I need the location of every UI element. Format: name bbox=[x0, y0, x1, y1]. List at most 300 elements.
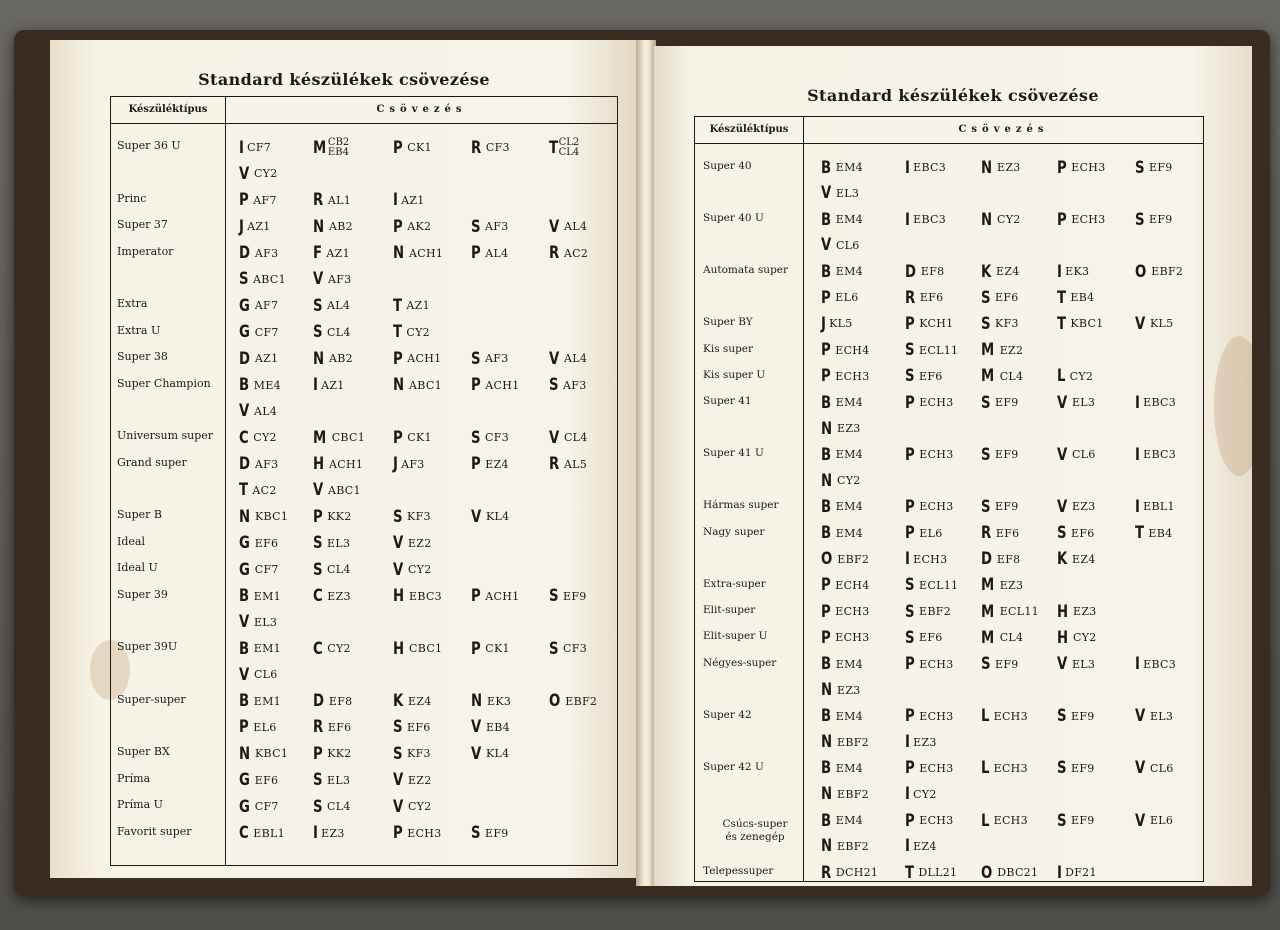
tube-entry bbox=[905, 261, 944, 282]
tube-type: EBF2 bbox=[915, 605, 951, 619]
device-type: Imperator bbox=[117, 244, 174, 258]
socket-letter: J bbox=[393, 454, 398, 474]
socket-letter: I bbox=[239, 137, 244, 158]
tube-entry bbox=[313, 559, 351, 580]
tube-entry bbox=[981, 313, 1019, 334]
tube-type: KL5 bbox=[825, 317, 853, 331]
tube-type: EF9 bbox=[481, 826, 509, 840]
tube-entry bbox=[313, 480, 361, 501]
socket-letter: T bbox=[393, 322, 403, 342]
tube-entry bbox=[239, 506, 288, 527]
tube-type: EF6 bbox=[991, 291, 1019, 304]
socket-letter: H bbox=[393, 638, 405, 659]
tube-entry bbox=[549, 454, 587, 475]
tube-type: CY2 bbox=[249, 431, 277, 444]
device-type: Super 40 U bbox=[703, 212, 764, 225]
device-type: Favorit super bbox=[117, 824, 192, 838]
tube-entry bbox=[821, 340, 870, 361]
socket-letter: O bbox=[981, 862, 993, 883]
socket-letter: S bbox=[471, 823, 481, 843]
tube-type: EL3 bbox=[1068, 396, 1096, 410]
tube-type: ECH3 bbox=[989, 761, 1028, 775]
device-type-line: Csúcs-super bbox=[722, 818, 788, 830]
tube-entry bbox=[393, 743, 431, 764]
socket-letter: B bbox=[821, 810, 832, 831]
tube-type: KL4 bbox=[482, 747, 510, 760]
tube-entry bbox=[1057, 209, 1106, 230]
tube-type: ECH3 bbox=[915, 657, 954, 671]
tube-type: EBC3 bbox=[1139, 657, 1177, 671]
tube-entry bbox=[981, 862, 1038, 883]
socket-letter: S bbox=[1057, 758, 1067, 779]
tube-entry bbox=[981, 523, 1019, 544]
tube-entry bbox=[239, 823, 285, 844]
socket-letter: S bbox=[1135, 157, 1145, 178]
tube-type: EZ3 bbox=[1068, 500, 1096, 514]
tube-type: KK2 bbox=[323, 510, 352, 523]
tube-entry bbox=[313, 216, 353, 237]
tube-entry bbox=[821, 680, 861, 701]
socket-letter: P bbox=[905, 758, 915, 779]
tube-type: EZ4 bbox=[404, 694, 432, 708]
socket-letter: V bbox=[393, 796, 404, 817]
socket-letter: G bbox=[239, 796, 250, 817]
socket-letter: S bbox=[981, 444, 991, 465]
tube-entry bbox=[821, 496, 863, 517]
tube-type: AF3 bbox=[251, 457, 279, 471]
tube-entry bbox=[313, 638, 351, 659]
tube-type: KL5 bbox=[1146, 317, 1174, 331]
tube-entry bbox=[239, 796, 279, 817]
tube-entry bbox=[471, 137, 510, 158]
tube-entry bbox=[905, 575, 958, 596]
tube-type: KF3 bbox=[403, 747, 431, 760]
socket-letter: B bbox=[821, 654, 832, 675]
tube-entry bbox=[821, 601, 870, 622]
tube-type: EF6 bbox=[916, 291, 944, 304]
tube-entry bbox=[821, 810, 863, 831]
socket-letter: P bbox=[821, 627, 831, 648]
tube-entry bbox=[239, 348, 278, 369]
socket-letter: S bbox=[981, 313, 991, 334]
tube-entry bbox=[239, 427, 277, 448]
tube-type: CY2 bbox=[1069, 631, 1097, 645]
tube-entry bbox=[239, 401, 277, 422]
tube-entry bbox=[239, 137, 271, 158]
tube-type: AL4 bbox=[560, 352, 588, 365]
tube-type: EF6 bbox=[915, 631, 943, 645]
tube-type: CL4 bbox=[995, 369, 1024, 383]
tube-entry bbox=[821, 758, 863, 779]
tube-entry bbox=[1057, 862, 1097, 883]
device-type: Super Champion bbox=[117, 376, 211, 390]
socket-letter: V bbox=[471, 506, 482, 527]
tube-type: CY2 bbox=[993, 213, 1021, 227]
socket-letter: V bbox=[471, 743, 482, 764]
tube-entry bbox=[313, 190, 351, 211]
tube-type: CBC1 bbox=[405, 642, 443, 655]
tube-type: CY2 bbox=[1065, 369, 1094, 383]
tube-table bbox=[694, 116, 1204, 882]
tube-entry bbox=[905, 366, 943, 387]
tube-type: EM4 bbox=[831, 709, 863, 723]
socket-letter: P bbox=[905, 444, 915, 465]
tube-entry bbox=[905, 209, 946, 230]
tube-entry bbox=[1057, 549, 1096, 570]
socket-letter: B bbox=[821, 758, 832, 779]
tube-entry bbox=[239, 243, 278, 264]
tube-type: ABC1 bbox=[249, 272, 286, 286]
socket-letter: B bbox=[239, 586, 250, 606]
device-type: Super 42 U bbox=[703, 760, 764, 773]
tube-type: KF3 bbox=[991, 317, 1019, 331]
socket-letter: N bbox=[821, 680, 833, 700]
socket-letter: V bbox=[549, 216, 560, 237]
tube-entry bbox=[239, 190, 277, 211]
tube-entry bbox=[471, 506, 509, 527]
socket-letter: P bbox=[1057, 209, 1067, 230]
tube-entry bbox=[821, 470, 861, 491]
tube-type: EZ3 bbox=[833, 422, 861, 435]
tube-type: EL3 bbox=[1146, 709, 1174, 723]
socket-letter: V bbox=[1057, 654, 1068, 675]
socket-letter: V bbox=[1135, 810, 1146, 831]
socket-letter: M bbox=[313, 137, 327, 158]
socket-letter: P bbox=[905, 523, 915, 544]
socket-letter: B bbox=[821, 157, 832, 178]
tube-type: EF6 bbox=[250, 536, 279, 550]
tube-entry bbox=[549, 638, 587, 659]
tube-entry bbox=[313, 743, 352, 764]
tube-entry bbox=[313, 269, 351, 290]
socket-letter: S bbox=[549, 586, 559, 606]
tube-type: CY2 bbox=[402, 325, 430, 339]
socket-letter: S bbox=[1057, 523, 1067, 544]
device-type: Hármas super bbox=[703, 499, 779, 512]
tube-entry bbox=[981, 340, 1023, 361]
tube-type: CF3 bbox=[481, 431, 509, 444]
tube-type: KBC1 bbox=[251, 510, 289, 523]
tube-entry bbox=[471, 823, 509, 844]
tube-type: AL4 bbox=[560, 220, 588, 233]
socket-letter: P bbox=[821, 366, 831, 387]
socket-letter: S bbox=[313, 533, 323, 553]
tube-entry bbox=[905, 836, 937, 857]
tube-type: AZ1 bbox=[397, 193, 425, 207]
socket-letter: N bbox=[821, 418, 833, 439]
socket-letter: S bbox=[905, 340, 915, 361]
tube-type: CF7 bbox=[250, 325, 279, 339]
tube-entry bbox=[471, 691, 511, 712]
tube-type: EF6 bbox=[403, 720, 431, 734]
tube-entry bbox=[821, 418, 861, 439]
tube-type: EF6 bbox=[915, 369, 943, 383]
tube-entry bbox=[1057, 287, 1094, 308]
tube-entry bbox=[905, 287, 943, 308]
tube-type: CL4 bbox=[323, 325, 351, 339]
tube-entry bbox=[981, 627, 1023, 648]
socket-letter: I bbox=[313, 823, 318, 843]
socket-letter: S bbox=[981, 496, 991, 517]
socket-letter: F bbox=[313, 243, 323, 263]
socket-letter: N bbox=[981, 157, 993, 178]
tube-entry bbox=[905, 340, 958, 361]
tube-type: EZ3 bbox=[323, 589, 351, 603]
tube-type: EM1 bbox=[249, 642, 281, 655]
socket-letter: I bbox=[905, 549, 910, 569]
socket-letter: I bbox=[905, 784, 910, 805]
tube-entry bbox=[1057, 157, 1106, 178]
socket-letter: N bbox=[393, 243, 405, 263]
tube-entry bbox=[981, 601, 1039, 622]
socket-letter: P bbox=[393, 348, 403, 369]
tube-type: EBF2 bbox=[561, 694, 598, 708]
socket-letter: G bbox=[239, 295, 250, 316]
socket-letter: H bbox=[313, 454, 325, 474]
tube-entry bbox=[821, 836, 869, 857]
socket-letter: P bbox=[471, 375, 481, 395]
socket-letter: K bbox=[393, 691, 404, 711]
tube-entry bbox=[821, 366, 870, 387]
socket-letter: P bbox=[393, 216, 403, 237]
socket-letter: B bbox=[239, 638, 250, 659]
tube-entry bbox=[239, 216, 271, 237]
tube-type: EBL1 bbox=[1139, 500, 1175, 514]
tube-type: AZ1 bbox=[317, 378, 345, 392]
tube-type: AF3 bbox=[559, 378, 587, 392]
tube-type: ECH3 bbox=[831, 631, 870, 645]
tube-type: ECH3 bbox=[1067, 213, 1106, 227]
tube-entry bbox=[313, 823, 345, 844]
socket-letter: N bbox=[313, 348, 325, 369]
tube-entry bbox=[313, 586, 351, 607]
device-type: Extra U bbox=[117, 323, 161, 337]
table-body bbox=[111, 123, 617, 865]
tube-entry bbox=[981, 496, 1019, 517]
tube-type: EF9 bbox=[559, 589, 587, 603]
tube-entry bbox=[981, 261, 1020, 282]
socket-letter: O bbox=[1135, 261, 1147, 282]
tube-entry bbox=[393, 454, 425, 475]
tube-type: AF3 bbox=[481, 352, 509, 365]
tube-entry bbox=[821, 523, 863, 544]
tube-type: EL6 bbox=[249, 720, 277, 734]
tube-type: AB2 bbox=[325, 220, 353, 233]
tube-type: ACH1 bbox=[481, 589, 520, 603]
header-type: Készüléktípus bbox=[111, 97, 226, 123]
device-type: Super BX bbox=[117, 745, 170, 758]
tube-entry bbox=[821, 862, 878, 883]
tube-type: EZ4 bbox=[909, 839, 937, 853]
tube-entry bbox=[821, 654, 863, 675]
socket-letter: I bbox=[1135, 496, 1140, 517]
tube-entry bbox=[981, 444, 1019, 465]
tube-entry bbox=[471, 638, 510, 659]
tube-type: EM4 bbox=[831, 396, 863, 410]
tube-type: CF3 bbox=[559, 642, 587, 655]
socket-letter: R bbox=[821, 862, 832, 883]
tube-type: EF6 bbox=[250, 773, 279, 787]
socket-letter: J bbox=[821, 313, 826, 334]
socket-letter: S bbox=[313, 322, 323, 342]
tube-type: EL6 bbox=[831, 291, 859, 304]
tube-entry bbox=[313, 137, 349, 158]
tube-type: CF7 bbox=[243, 141, 272, 154]
tube-type: ECH3 bbox=[1067, 161, 1106, 174]
tube-type: DLL21 bbox=[914, 866, 958, 880]
tube-type: EM4 bbox=[831, 814, 863, 827]
socket-letter: D bbox=[239, 243, 251, 263]
socket-letter: V bbox=[1135, 313, 1146, 334]
tube-type: CY2 bbox=[404, 563, 432, 576]
tube-type: KK2 bbox=[323, 747, 352, 760]
tube-entry bbox=[239, 295, 278, 316]
tube-entry bbox=[549, 586, 587, 607]
socket-letter: B bbox=[821, 496, 832, 517]
socket-letter: V bbox=[239, 163, 250, 184]
device-type: Kis super bbox=[703, 342, 754, 355]
socket-letter: P bbox=[1057, 157, 1067, 178]
page-title: Standard készülékek csövezése bbox=[807, 86, 1099, 105]
tube-entry bbox=[239, 638, 281, 659]
socket-letter: V bbox=[313, 269, 324, 289]
socket-letter: B bbox=[821, 261, 832, 282]
device-type: Universum super bbox=[117, 429, 214, 442]
socket-letter: D bbox=[239, 348, 251, 369]
tube-entry bbox=[981, 549, 1020, 570]
tube-entry bbox=[313, 533, 350, 554]
socket-letter: V bbox=[393, 770, 404, 790]
tube-entry bbox=[393, 770, 432, 791]
tube-entry bbox=[1135, 209, 1173, 230]
socket-letter: P bbox=[905, 392, 915, 413]
tube-type: ECH3 bbox=[403, 826, 442, 840]
tube-type: AK2 bbox=[403, 220, 432, 233]
tube-entry bbox=[239, 743, 288, 764]
socket-letter: S bbox=[905, 627, 915, 648]
socket-letter: R bbox=[905, 287, 916, 308]
tube-entry bbox=[1057, 496, 1096, 517]
tube-type: EL3 bbox=[1068, 657, 1096, 671]
tube-type: EF9 bbox=[991, 448, 1019, 462]
tube-type: ECH3 bbox=[915, 448, 954, 462]
tube-entry bbox=[1057, 627, 1097, 648]
tube-type: EF8 bbox=[325, 694, 353, 708]
tube-type: AB2 bbox=[325, 352, 353, 365]
socket-letter: J bbox=[239, 216, 244, 237]
socket-letter: S bbox=[313, 295, 323, 316]
tube-type: EF9 bbox=[991, 500, 1019, 514]
tube-entry bbox=[313, 375, 345, 396]
tube-entry bbox=[981, 810, 1028, 831]
device-type: Elit-super bbox=[703, 604, 756, 617]
tube-entry bbox=[471, 216, 509, 237]
socket-letter: T bbox=[1057, 287, 1067, 308]
tube-type: EM4 bbox=[831, 657, 863, 671]
socket-letter: T bbox=[239, 480, 249, 500]
tube-type: ECH3 bbox=[909, 552, 948, 566]
tube-type: EM4 bbox=[831, 213, 863, 227]
socket-letter: V bbox=[239, 612, 250, 632]
socket-letter: S bbox=[981, 392, 991, 413]
tube-entry bbox=[313, 770, 350, 791]
tube-type: AZ1 bbox=[243, 220, 271, 233]
tube-entry bbox=[1135, 313, 1173, 334]
socket-letter: N bbox=[393, 375, 405, 395]
socket-letter: I bbox=[905, 209, 910, 230]
socket-letter: I bbox=[905, 732, 910, 753]
socket-letter: S bbox=[393, 717, 403, 737]
tube-type: EB4 bbox=[482, 720, 510, 734]
socket-letter: V bbox=[471, 717, 482, 737]
tube-type: EBC3 bbox=[1139, 448, 1177, 462]
tube-entry bbox=[1135, 157, 1173, 178]
tube-type: CL4 bbox=[323, 563, 351, 576]
tube-type: EF8 bbox=[917, 265, 945, 279]
tube-type: EB4 bbox=[1066, 291, 1095, 304]
device-type: Nagy super bbox=[703, 525, 765, 538]
tube-entry bbox=[905, 627, 943, 648]
device-type: Elit-super U bbox=[703, 630, 768, 643]
socket-letter: C bbox=[239, 823, 249, 843]
tube-entry bbox=[1135, 523, 1172, 544]
tube-entry bbox=[905, 444, 954, 465]
tube-type: CY2 bbox=[404, 800, 432, 813]
socket-letter: C bbox=[313, 638, 323, 659]
tube-type: CK1 bbox=[403, 431, 432, 444]
socket-letter: H bbox=[1057, 627, 1069, 648]
socket-letter: S bbox=[239, 269, 249, 289]
socket-letter: R bbox=[471, 137, 482, 158]
tube-type: CL4 bbox=[323, 800, 351, 813]
tube-type: ECH4 bbox=[831, 578, 870, 592]
socket-letter: P bbox=[471, 638, 481, 659]
device-type: Super 40 bbox=[703, 160, 752, 172]
tube-entry bbox=[981, 654, 1019, 675]
tube-entry bbox=[471, 375, 519, 396]
tube-type: EBC3 bbox=[1139, 396, 1177, 410]
socket-letter: M bbox=[981, 601, 995, 622]
tube-type: EZ3 bbox=[995, 578, 1024, 592]
tube-type: AC2 bbox=[560, 246, 589, 260]
page-title: Standard készülékek csövezése bbox=[198, 70, 490, 89]
tube-type: EM4 bbox=[831, 265, 863, 279]
socket-letter: S bbox=[1057, 810, 1067, 831]
tube-type: AL4 bbox=[323, 299, 351, 312]
tube-entry bbox=[393, 190, 425, 211]
tube-entry bbox=[1135, 444, 1176, 465]
socket-letter: V bbox=[549, 348, 560, 369]
device-type: Automata super bbox=[703, 264, 789, 277]
tube-type: EF6 bbox=[1067, 526, 1095, 540]
tube-entry bbox=[905, 654, 954, 675]
tube-type: EF8 bbox=[993, 552, 1021, 566]
socket-letter: N bbox=[821, 732, 833, 753]
tube-entry bbox=[313, 295, 350, 316]
socket-letter: P bbox=[905, 654, 915, 675]
tube-type: ECL11 bbox=[915, 578, 959, 592]
socket-letter: R bbox=[313, 717, 324, 737]
socket-letter: S bbox=[549, 375, 559, 395]
socket-letter: V bbox=[821, 183, 832, 204]
tube-type: DCH21 bbox=[832, 866, 879, 880]
socket-letter: P bbox=[821, 601, 831, 622]
tube-entry bbox=[239, 375, 281, 396]
socket-letter: L bbox=[981, 758, 990, 779]
socket-letter: K bbox=[1057, 549, 1068, 569]
tube-entry bbox=[1057, 523, 1095, 544]
tube-type: AZ1 bbox=[251, 352, 279, 365]
